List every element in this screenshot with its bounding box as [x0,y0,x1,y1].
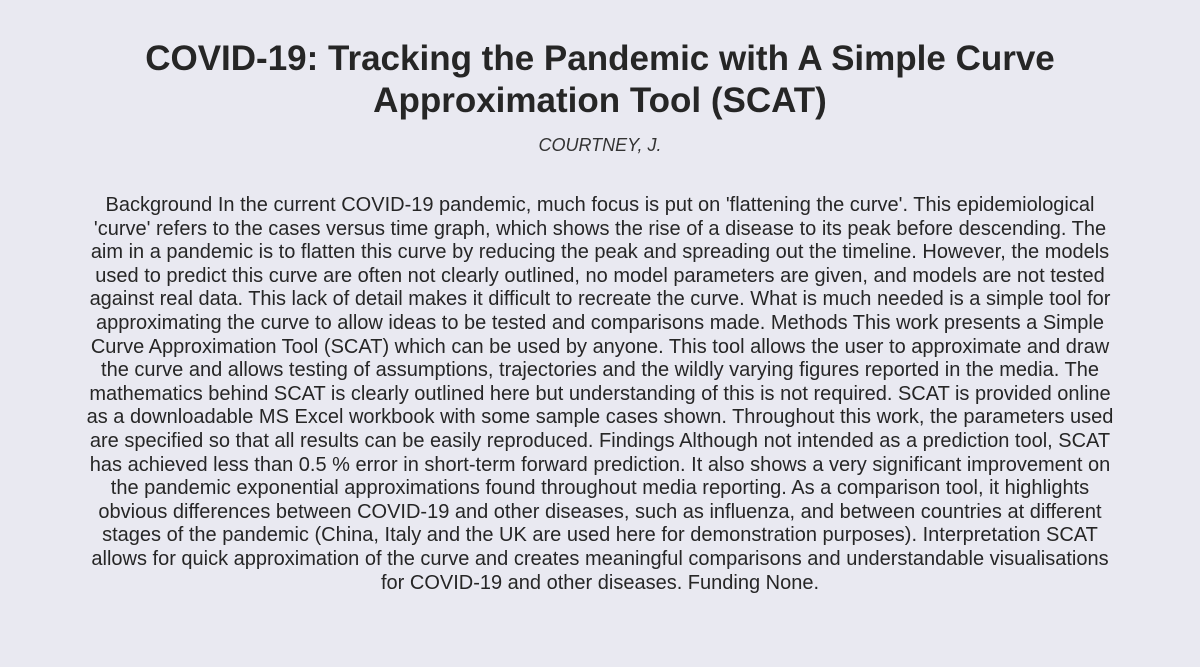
paper-title: COVID-19: Tracking the Pandemic with A Simple Curve Approximation Tool (SCAT) [145,39,1055,120]
paper-abstract: Background In the current COVID-19 pandemic, much focus is put on 'flattening the curve'. This epidemiological 'curve' refers to the cases versus time graph, which shows the rise of a disease to its peak before descending. The aim in a pandemic is to flatten this curve by reducing the peak and spreading out the timeline. However, the models used to predict this curve are often not clearly outlined, no model parameters are given, and models are not tested against real data. This lack of detail makes it difficult to recreate the curve. What is much needed is a simple tool for approximating the curve to allow ideas to be tested and comparisons made. Methods This work presents a Simple Curve Approximation Tool (SCAT) which can be used by anyone. This tool allows the user to approximate and draw the curve and allows testing of assumptions, trajectories and the wildly varying figures reported in the media. The mathematics behind SCAT is clearly outlined here but understanding of this is not required. SCAT is provided online as a downloadable MS Excel workbook with some sample cases shown. Throughout this work, the parameters used are specified so that all results can be easily reproduced. Findings Although not intended as a prediction tool, SCAT has achieved less than 0.5 % error in short-term forward prediction. It also shows a very significant improvement on the pandemic exponential approximations found throughout media reporting. As a comparison tool, it highlights obvious differences between COVID-19 and other diseases, such as influenza, and between countries at different stages of the pandemic (China, Italy and the UK are used here for demonstration purposes). Interpretation SCAT allows for quick approximation of the curve and creates meaningful comparisons and understandable visualisations for COVID-19 and other diseases. Funding None. [86,194,1114,594]
paper-authors: COURTNEY, J. [538,135,662,155]
